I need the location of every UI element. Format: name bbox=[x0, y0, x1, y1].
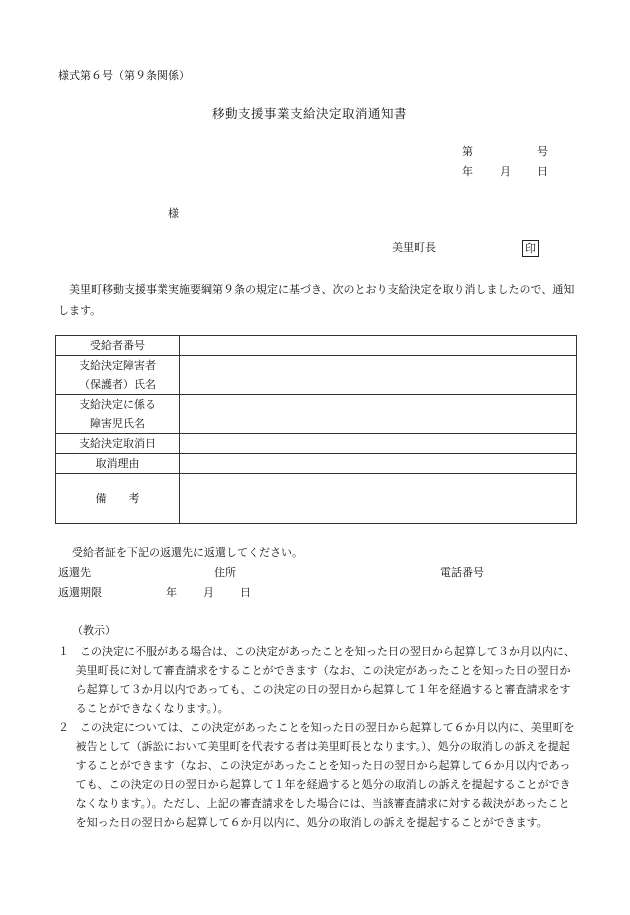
row-value-guardian-name[interactable] bbox=[180, 356, 577, 395]
row-value-cancel-reason[interactable] bbox=[180, 454, 577, 474]
return-phone-label: 電話番号 bbox=[440, 566, 484, 579]
row-label-remarks: 備 考 bbox=[56, 474, 180, 524]
row-value-cancel-date[interactable] bbox=[180, 434, 577, 454]
table-row bbox=[56, 356, 577, 395]
seal-mark: 印 bbox=[522, 240, 539, 257]
number-prefix: 第 bbox=[462, 145, 473, 158]
return-deadline-month: 月 bbox=[203, 586, 214, 599]
table-row bbox=[56, 454, 577, 474]
return-destination-label: 返還先 bbox=[58, 566, 91, 579]
document-title: 移動支援事業支給決定取消通知書 bbox=[212, 106, 408, 121]
date-month: 月 bbox=[500, 165, 511, 178]
row-value-remarks[interactable] bbox=[180, 474, 577, 524]
table-row bbox=[56, 336, 577, 356]
table-row bbox=[56, 474, 577, 524]
addressee-suffix: 様 bbox=[168, 207, 179, 220]
info-table bbox=[55, 335, 577, 524]
form-label: 様式第６号（第９条関係） bbox=[58, 69, 190, 82]
table-row bbox=[56, 434, 577, 454]
row-value-recipient-number[interactable] bbox=[180, 336, 577, 356]
return-address-label: 住所 bbox=[214, 566, 236, 579]
row-label-child-name: 支給決定に係る 障害児氏名 bbox=[56, 395, 180, 434]
row-label-cancel-reason: 取消理由 bbox=[56, 454, 180, 474]
return-deadline-day: 日 bbox=[240, 586, 251, 599]
return-instruction: 受給者証を下記の返還先に返還してください。 bbox=[72, 546, 303, 559]
issuer-name: 美里町長 bbox=[392, 241, 436, 254]
notes-heading: （教示） bbox=[72, 624, 116, 637]
date-day: 日 bbox=[537, 165, 548, 178]
number-suffix: 号 bbox=[537, 145, 548, 158]
row-label-guardian-name: 支給決定障害者 （保護者）氏名 bbox=[56, 356, 180, 395]
row-label-recipient-number: 受給者番号 bbox=[56, 336, 180, 356]
row-label-cancel-date: 支給決定取消日 bbox=[56, 434, 180, 454]
date-year: 年 bbox=[462, 165, 473, 178]
body-text: 美里町移動支援事業実施要綱第９条の規定に基づき、次のとおり支給決定を取り消しましたので、通知します。 bbox=[58, 283, 575, 317]
return-deadline-year: 年 bbox=[166, 586, 177, 599]
return-deadline-label: 返還期限 bbox=[58, 586, 102, 599]
note-item-2: ２ この決定については、この決定があったことを知った日の翌日から起算して６か月以内に、美里町を被告として（訴訟において美里町を代表する者は美里町長となります。）、処分の取消しの訴えを提起することができます（なお、この決定があったことを知った日の翌日から起算して６か月以内であっても、この決定の日の翌日から起算して１年を経過すると処分の取消しの訴えを提起することができなくなります。）。ただし、上記の審査請求をした場合には、当該審査請求に対する裁決があったことを知った日の翌日から起算して６か月以内に、処分の取消しの訴えを提起することができます。 bbox=[58, 721, 575, 829]
note-item-1: １ この決定に不服がある場合は、この決定があったことを知った日の翌日から起算して３か月以内に、美里町長に対して審査請求をすることができます（なお、この決定があったことを知った日の翌日から起算して３か月以内であっても、この決定の日の翌日から起算して１年を経過すると審査請求をすることができなくなります。）。 bbox=[58, 645, 575, 715]
table-row bbox=[56, 395, 577, 434]
row-value-child-name[interactable] bbox=[180, 395, 577, 434]
